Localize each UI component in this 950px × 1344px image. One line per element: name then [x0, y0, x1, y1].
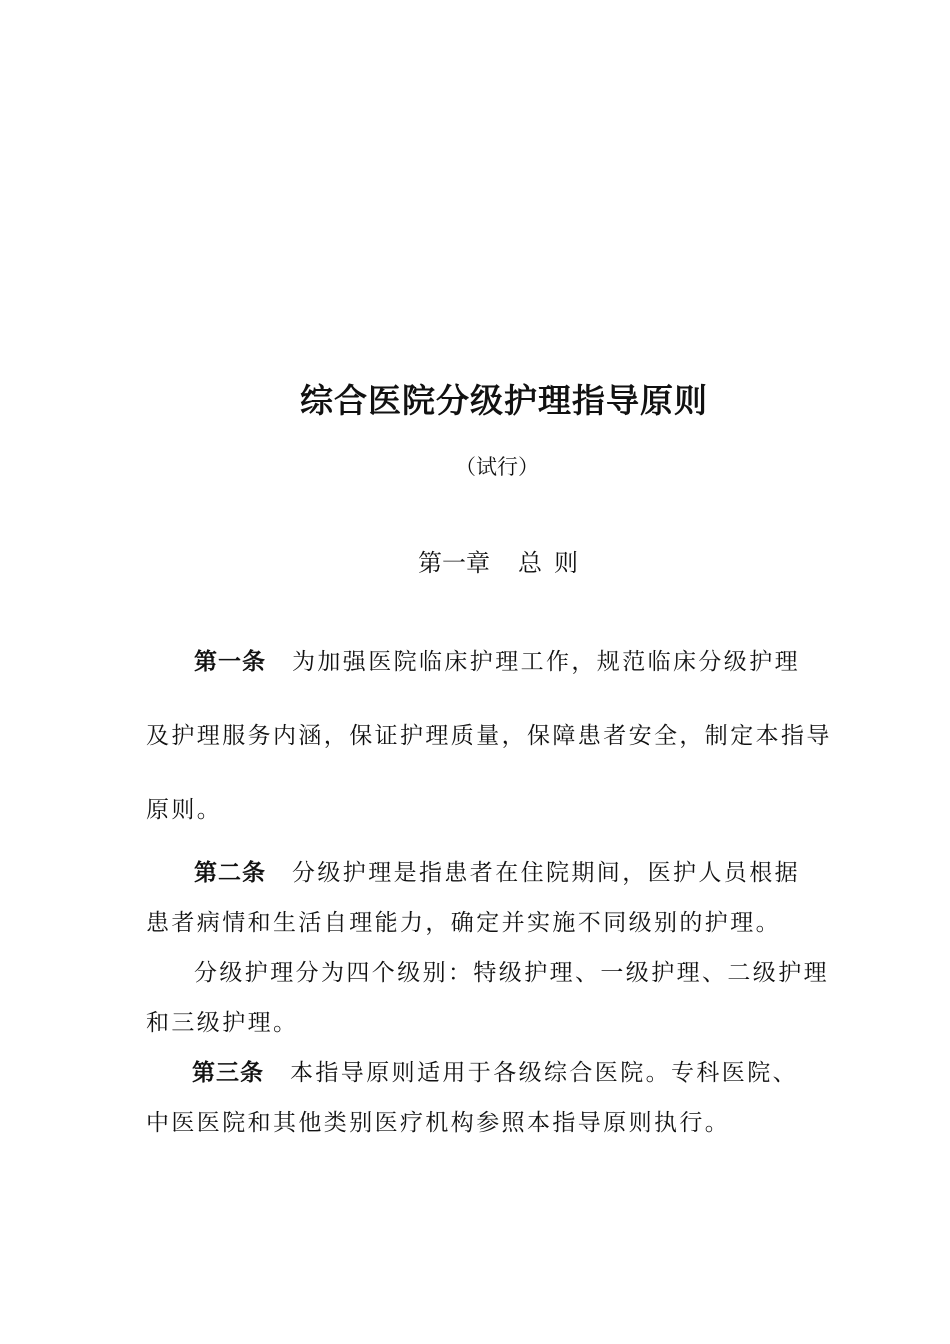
article-3-label: 第三条: [192, 1060, 264, 1086]
article-3-line-2: 中医医院和其他类别医疗机构参照本指导原则执行。: [146, 1110, 731, 1136]
chapter-name-part2: 则: [554, 549, 578, 577]
chapter-number: 第一章: [418, 549, 490, 577]
document-title: 综合医院分级护理指导原则: [300, 381, 708, 420]
article-1-line-2: 及护理服务内涵，保证护理质量，保障患者安全，制定本指导: [146, 723, 832, 749]
article-2-line-1: [194, 857, 810, 889]
article-3-line-1: [192, 1057, 808, 1089]
article-2-para-2-line-2: 和三级护理。: [146, 1010, 299, 1036]
document-subtitle: （试行）: [455, 455, 539, 479]
article-2-para-2-line-1: 分级护理分为四个级别：特级护理、一级护理、二级护理: [194, 960, 829, 986]
chapter-name-part1: 总: [518, 549, 542, 577]
article-1-label: 第一条: [194, 649, 266, 675]
article-3-text-1: 本指导原则适用于各级综合医院。专科医院、: [290, 1060, 798, 1086]
article-2-text-1: 分级护理是指患者在住院期间，医护人员根据: [292, 860, 800, 886]
article-1-line-1: [194, 646, 810, 678]
chapter-heading: [418, 546, 638, 580]
article-2-label: 第二条: [194, 860, 266, 886]
article-1-text-1: 为加强医院临床护理工作，规范临床分级护理: [292, 649, 800, 675]
article-2-line-2: 患者病情和生活自理能力，确定并实施不同级别的护理。: [146, 910, 781, 936]
article-1-line-3: 原则。: [146, 797, 223, 823]
